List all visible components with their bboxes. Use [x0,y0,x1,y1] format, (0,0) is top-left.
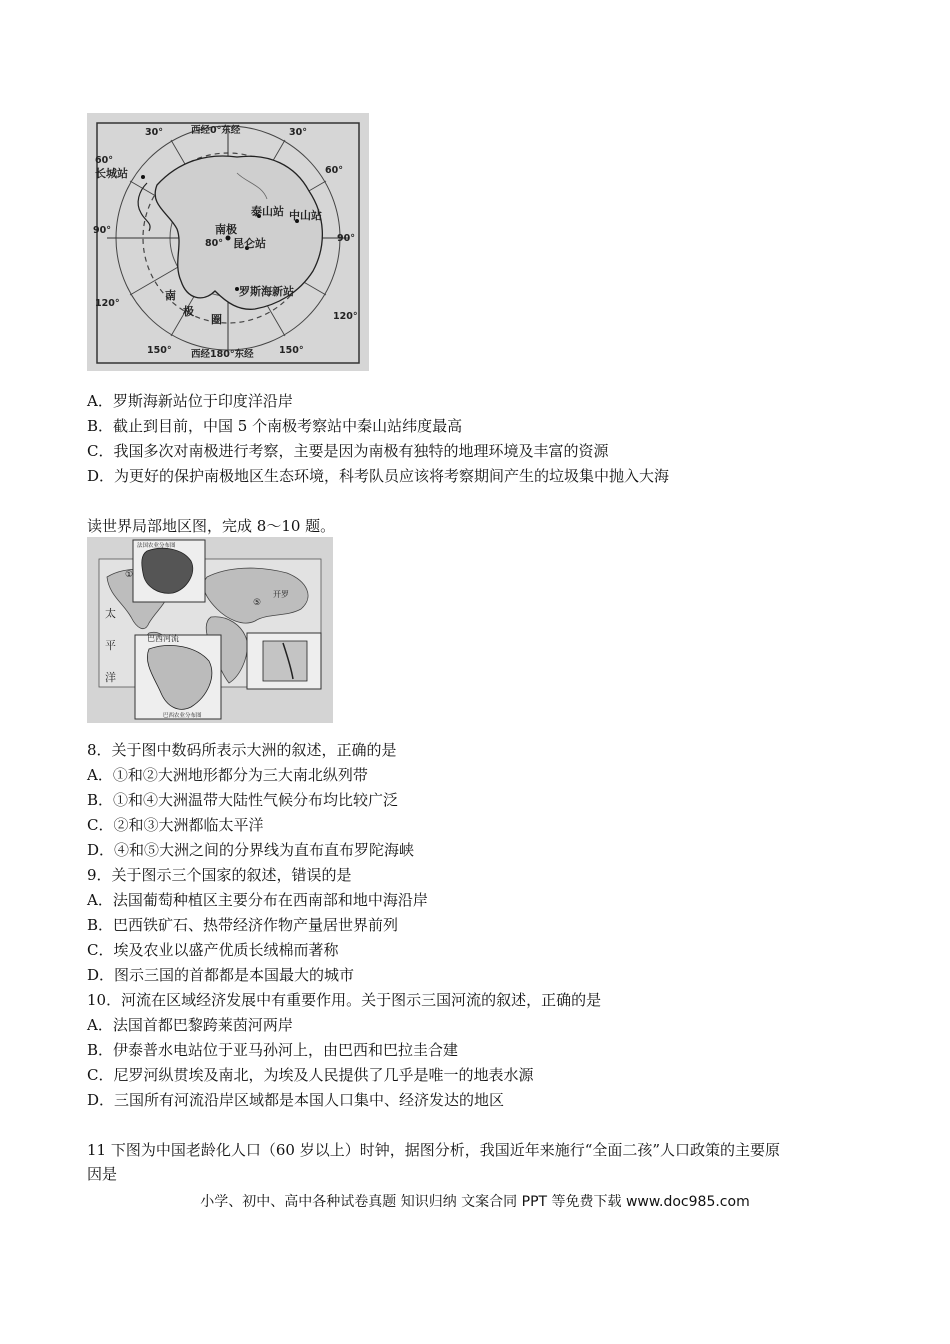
q7-option-a: A．罗斯海新站位于印度洋沿岸 [87,392,293,410]
lat-80-label: 80° [205,238,223,249]
lon-60-right-label: 60° [325,165,343,176]
q10-option-d: D．三国所有河流沿岸区域都是本国人口集中、经济发达的地区 [87,1091,505,1109]
france-inset-title: 法国农业分布图 [137,543,176,549]
brazil-rivers-label: 巴西河流 [147,634,179,643]
continent-1-marker: ① [125,570,134,580]
question-11-line-1: 11 下图为中国老龄化人口（60 岁以上）时钟，据图分析，我国近年来施行“全面二孩”人口政策的主要原 [87,1141,781,1159]
lon-30-right-label: 30° [289,127,307,138]
q8-option-c: C．②和③大洲都临太平洋 [87,816,264,834]
lon-90-left-label: 90° [93,225,111,236]
q10-option-b: B．伊泰普水电站位于亚马孙河上，由巴西和巴拉圭合建 [87,1041,459,1059]
taishan-station-label: 泰山站 [251,205,284,218]
page-footer: 小学、初中、高中各种试卷真题 知识归纳 文案合同 PPT 等免费下载 www.doc985.com [200,1194,750,1210]
cairo-label: 开罗 [273,590,289,599]
lon-120-right-label: 120° [333,311,358,322]
q9-option-b: B．巴西铁矿石、热带经济作物产量居世界前列 [87,916,399,934]
south-pole-label: 南极 [215,223,237,236]
q8-option-d: D．④和⑤大洲之间的分界线为直布直布罗陀海峡 [87,841,415,859]
q7-option-d: D．为更好的保护南极地区生态环境，科考队员应该将考察期间产生的垃圾集中抛入大海 [87,467,670,485]
meridian-top-label: 西经0°东经 [191,125,241,136]
continent-5-marker: ⑤ [253,598,262,608]
lon-60-top-label: 60° [95,155,113,166]
question-9: 9．关于图示三个国家的叙述，错误的是 [87,866,352,884]
lon-150-left-label: 150° [147,345,172,356]
q7-option-b: B．截止到目前，中国 5 个南极考察站中秦山站纬度最高 [87,417,463,435]
q9-option-d: D．图示三国的首都都是本国最大的城市 [87,966,355,984]
world-map [87,537,333,723]
meridian-bottom-label: 西经180°东经 [191,349,254,360]
kunlun-station-label: 昆仑站 [233,237,266,250]
q10-option-a: A．法国首都巴黎跨莱茵河两岸 [87,1016,293,1034]
q7-option-c: C．我国多次对南极进行考察，主要是因为南极有独特的地理环境及丰富的资源 [87,442,609,460]
lon-90-right-label: 90° [337,233,355,244]
pacific-label-1: 太 [105,607,116,620]
pacific-label-3: 洋 [105,671,116,684]
question-8: 8．关于图中数码所表示大洲的叙述，正确的是 [87,741,397,759]
zhongshan-station-label: 中山站 [289,209,322,222]
pacific-label-2: 平 [105,639,116,652]
lon-120-left-label: 120° [95,298,120,309]
great-wall-station-label: 长城站 [95,167,128,180]
q8-option-a: A．①和②大洲地形都分为三大南北纵列带 [87,766,368,784]
antarctic-circle-label-1: 南 [165,289,176,302]
question-11-line-2: 因是 [87,1165,118,1183]
antarctic-circle-label-2: 极 [183,305,194,318]
q9-option-a: A．法国葡萄种植区主要分布在西南部和地中海沿岸 [87,891,428,909]
lon-150-right-label: 150° [279,345,304,356]
intro-8-10: 读世界局部地区图，完成 8～10 题。 [87,517,336,535]
antarctic-circle-label-3: 圈 [211,313,222,326]
q10-option-c: C．尼罗河纵贯埃及南北，为埃及人民提供了几乎是唯一的地表水源 [87,1066,534,1084]
lon-30-left-label: 30° [145,127,163,138]
brazil-inset-title: 巴西农业分布图 [163,713,202,719]
ross-sea-station-label: 罗斯海新站 [239,285,294,298]
antarctica-map [87,113,369,371]
q9-option-c: C．埃及农业以盛产优质长绒棉而著称 [87,941,339,959]
question-10: 10．河流在区域经济发展中有重要作用。关于图示三国河流的叙述，正确的是 [87,991,602,1009]
q8-option-b: B．①和④大洲温带大陆性气候分布均比较广泛 [87,791,399,809]
